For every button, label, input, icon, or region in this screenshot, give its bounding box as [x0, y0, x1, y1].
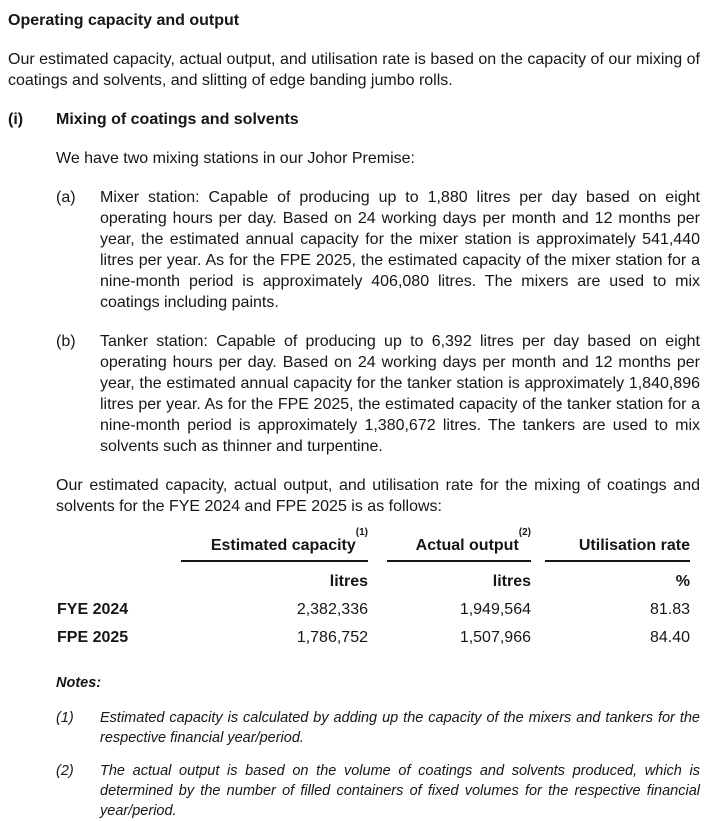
notes-heading: Notes:: [56, 675, 102, 691]
value-cell: 1,949,564: [459, 601, 531, 618]
table-intro-paragraph: Our estimated capacity, actual output, and utilisation rate for the mixing of coatings and solvents for the FYE 2024 and FPE 2025 is as follows:: [56, 477, 700, 515]
unit-cell: litres: [492, 573, 531, 590]
value-cell: 1,786,752: [296, 629, 368, 646]
note-marker: (1): [56, 710, 74, 726]
table-header-empty-cell: [57, 535, 181, 562]
section-heading-row: [8, 109, 700, 130]
row-label: FYE 2024: [57, 601, 129, 618]
table-header-actual-output: [368, 527, 531, 562]
table-row-fye-2024: [57, 592, 690, 620]
column-label: Utilisation rate: [578, 537, 690, 554]
unit-cell: %: [675, 573, 690, 590]
list-item-text: Tanker station: Capable of producing up to 6,392 litres per day based on eight operating hours per day. Based on 24 working days per month and 12 months per year, the estimated annual capacity for the tanker station is approximately 1,840,896 litres per year. As for the FPE 2025, the estimated capacity of the tanker station for a nine-month period is approximately 1,380,672 litres. The tankers are used to mix solvents such as thinner and turpentine.: [100, 333, 700, 455]
list-item-mixer-station: [56, 187, 700, 313]
section-body: [56, 148, 700, 517]
note-text: The actual output is based on the volume of coatings and solvents produced, which is determined by the number of filled containers of fixed volumes for the respective financial year/period.: [100, 763, 700, 819]
table-header-row: [57, 535, 690, 562]
column-label: Estimated capacity: [210, 537, 356, 554]
row-label: FPE 2025: [57, 629, 129, 646]
footnote-ref: (2): [518, 527, 531, 538]
value-cell: 2,382,336: [296, 601, 368, 618]
section-marker: (i): [8, 111, 24, 128]
table-row-fpe-2025: [57, 620, 690, 648]
footnote-ref: (1): [355, 527, 368, 538]
note-marker: (2): [56, 763, 74, 779]
capacity-output-table: [57, 527, 690, 648]
unit-cell: litres: [329, 573, 368, 590]
note-text: Estimated capacity is calculated by adding up the capacity of the mixers and tankers for the respective financial year/period.: [100, 710, 700, 746]
note-2: [56, 761, 700, 821]
lead-paragraph: We have two mixing stations in our Johor Premise:: [56, 150, 415, 167]
table-header-utilisation-rate: [531, 535, 690, 562]
page-title: Operating capacity and output: [8, 12, 240, 29]
value-cell: 81.83: [649, 601, 690, 618]
notes-section: [56, 673, 700, 821]
list-item-text: Mixer station: Capable of producing up to 1,880 litres per day based on eight operating hours per day. Based on 24 working days per month and 12 months per year, the estimated annual capacity for the mixer station is approximately 541,440 litres per year. As for the FPE 2025, the estimated capacity of the mixer station for a nine-month period is approximately 406,080 litres. The mixers are used to mix coatings including paints.: [100, 189, 700, 311]
column-label: Actual output: [415, 537, 519, 554]
list-item-tanker-station: [56, 331, 700, 457]
table-header-estimated-capacity: [181, 527, 368, 562]
value-cell: 1,507,966: [459, 629, 531, 646]
value-cell: 84.40: [649, 629, 690, 646]
table-units-empty-cell: [57, 562, 181, 592]
list-item-marker: (a): [56, 189, 76, 206]
note-1: [56, 708, 700, 748]
table-units-row: [57, 562, 690, 592]
section-heading: Mixing of coatings and solvents: [56, 111, 299, 128]
list-item-marker: (b): [56, 333, 76, 350]
intro-paragraph: Our estimated capacity, actual output, and utilisation rate is based on the capacity of our mixing of coatings and solvents, and slitting of edge banding jumbo rolls.: [8, 51, 700, 89]
